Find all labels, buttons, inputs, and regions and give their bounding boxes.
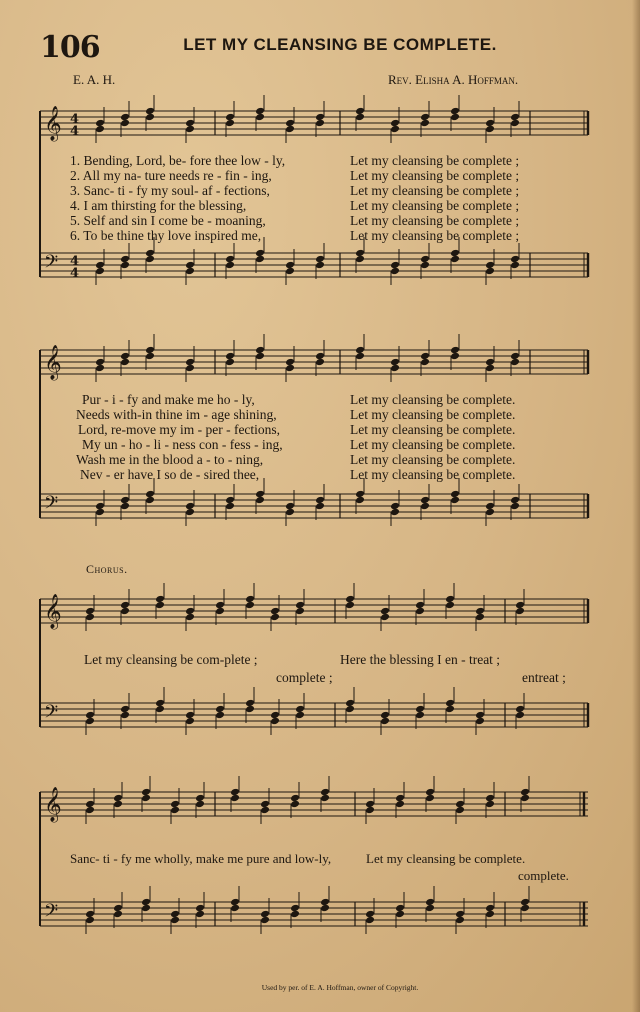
refrain-text: Let my cleansing be complete. [350,422,516,437]
refrain-text: Let my cleansing be complete. [350,452,516,467]
chorus-lyric: Let my cleansing be com-plete ; [84,652,258,667]
notehead [215,601,225,610]
notehead [155,595,165,604]
notehead [450,107,460,116]
notehead [260,800,270,809]
composer-credit: Rev. Elisha A. Hoffman. [388,72,519,87]
bass-clef: 𝄢 [44,252,59,277]
notehead [515,601,525,610]
notehead [365,800,375,809]
notehead [120,255,130,264]
notehead [290,794,300,803]
notehead [355,490,365,499]
notehead [113,904,123,913]
verse-text: To be thine thy love inspired me, [83,228,262,243]
refrain-text: Let my cleansing be complete ; [350,198,520,213]
chorus-lyric: Sanc- ti - fy me wholly, make me pure and low-ly, [70,851,332,866]
notehead [170,910,180,919]
notehead [450,346,460,355]
chorus-lyric: Here the blessing I en - treat ; [340,652,501,667]
notehead [420,255,430,264]
notehead [195,904,205,913]
verse-line [70,198,246,214]
notehead [395,904,405,913]
verse-text: Wash me in the blood a - to - ning, [76,452,264,467]
notehead [225,255,235,264]
hymn-title: LET MY CLEANSING BE COMPLETE. [183,35,497,54]
notehead [390,358,400,367]
verse-number: 6. [70,228,81,243]
refrain-text: Let my cleansing be complete ; [350,168,520,183]
notehead [510,352,520,361]
treble-clef: 𝄞 [44,594,62,629]
notehead [85,711,95,720]
verse-number: 5. [70,213,81,228]
notehead [85,910,95,919]
notehead [485,119,495,128]
bass-clef: 𝄢 [44,901,59,926]
notehead [120,601,130,610]
notehead [225,352,235,361]
notehead [355,249,365,258]
notehead [170,800,180,809]
notehead [485,358,495,367]
notehead [475,711,485,720]
notehead [295,705,305,714]
notehead [315,496,325,505]
verse-line [70,183,270,199]
verse-number: 2. [70,168,81,183]
notehead [390,261,400,270]
notehead [510,255,520,264]
notehead [285,358,295,367]
notehead [355,107,365,116]
notehead [215,705,225,714]
verse-number: 1. [70,153,81,168]
verse-line [70,228,261,244]
copyright-notice: Used by per. of E. A. Hoffman, owner of Copyright. [261,983,419,992]
lyricist-credit: E. A. H. [73,72,116,87]
notehead [95,502,105,511]
notehead [185,607,195,616]
notehead [415,601,425,610]
time-signature: 4 [70,266,80,281]
time-signature: 4 [70,124,80,139]
verse-text: Sanc- ti - fy my soul- af - fections, [83,183,270,198]
echo-lyric: entreat ; [522,670,566,685]
notehead [315,113,325,122]
notehead [141,788,151,797]
notehead [95,119,105,128]
bass-clef: 𝄢 [44,493,59,518]
notehead [455,910,465,919]
notehead [245,595,255,604]
notehead [285,119,295,128]
notehead [255,107,265,116]
refrain-text: Let my cleansing be complete. [350,407,516,422]
verse-text: I am thirsting for the blessing, [83,198,247,213]
notehead [195,794,205,803]
notehead [520,898,530,907]
notehead [113,794,123,803]
refrain-text: Let my cleansing be complete ; [350,228,520,243]
notehead [230,788,240,797]
verse-text: My un - ho - li - ness con - fess - ing, [82,437,283,452]
refrain-text: Let my cleansing be complete. [350,392,516,407]
notehead [120,113,130,122]
notehead [425,788,435,797]
notehead [485,261,495,270]
notehead [95,261,105,270]
notehead [355,346,365,355]
notehead [420,352,430,361]
notehead [315,352,325,361]
notehead [520,788,530,797]
page-number: 106 [40,30,100,65]
notehead [245,699,255,708]
notehead [285,261,295,270]
notehead [145,346,155,355]
notehead [145,490,155,499]
echo-lyric: complete ; [276,670,333,685]
notehead [120,705,130,714]
notehead [225,113,235,122]
page-edge-shadow [632,0,640,1012]
time-signature: 4 [70,112,80,127]
notehead [320,788,330,797]
notehead [155,699,165,708]
refrain-text: Let my cleansing be complete ; [350,153,520,168]
notehead [455,800,465,809]
notehead [315,255,325,264]
notehead [185,261,195,270]
notehead [185,502,195,511]
notehead [120,496,130,505]
notehead [380,711,390,720]
notehead [485,794,495,803]
notehead [380,607,390,616]
verse-text: Needs with-in thine im - age shining, [76,407,277,422]
refrain-text: Let my cleansing be complete. [350,467,516,482]
refrain-text: Let my cleansing be complete ; [350,213,520,228]
notehead [270,607,280,616]
notehead [255,346,265,355]
notehead [390,502,400,511]
notehead [485,502,495,511]
notehead [270,711,280,720]
refrain-text: Let my cleansing be complete. [350,437,516,452]
notehead [425,898,435,907]
notehead [390,119,400,128]
notehead [120,352,130,361]
verse-number: 4. [70,198,81,213]
chorus-lyric: Let my cleansing be complete. [366,851,526,866]
notehead [285,502,295,511]
notehead [420,496,430,505]
notehead [290,904,300,913]
echo-lyric: complete. [518,868,569,883]
notehead [485,904,495,913]
notehead [185,711,195,720]
notehead [141,898,151,907]
notehead [145,107,155,116]
notehead [345,595,355,604]
verse-line [70,153,285,169]
verse-line [70,213,266,229]
treble-clef: 𝄞 [44,345,62,380]
notehead [145,249,155,258]
treble-clef: 𝄞 [44,106,62,141]
verse-text: Lord, re-move my im - per - fections, [78,422,281,437]
notehead [225,496,235,505]
notehead [510,496,520,505]
notehead [255,490,265,499]
treble-clef: 𝄞 [44,787,62,822]
notehead [415,705,425,714]
verse-text: Bending, Lord, be- fore thee low - ly, [83,153,286,168]
notehead [95,358,105,367]
verse-text: Nev - er have I so de - sired thee, [80,467,260,482]
notehead [255,249,265,258]
notehead [475,607,485,616]
time-signature: 4 [70,254,80,269]
notehead [185,358,195,367]
verse-text: Pur - i - fy and make me ho - ly, [82,392,255,407]
chorus-label: Chorus. [86,562,128,576]
notehead [85,607,95,616]
notehead [445,699,455,708]
notehead [450,490,460,499]
notehead [185,119,195,128]
notehead [515,705,525,714]
notehead [450,249,460,258]
notehead [510,113,520,122]
notehead [320,898,330,907]
notehead [260,910,270,919]
notehead [395,794,405,803]
verse-line [70,168,272,184]
refrain-text: Let my cleansing be complete ; [350,183,520,198]
notehead [230,898,240,907]
notehead [295,601,305,610]
bass-clef: 𝄢 [44,702,59,727]
verse-number: 3. [70,183,81,198]
notehead [365,910,375,919]
verse-text: Self and sin I come be - moaning, [83,213,266,228]
verse-text: All my na- ture needs re - fin - ing, [82,168,272,183]
notehead [420,113,430,122]
notehead [85,800,95,809]
notehead [445,595,455,604]
notehead [345,699,355,708]
